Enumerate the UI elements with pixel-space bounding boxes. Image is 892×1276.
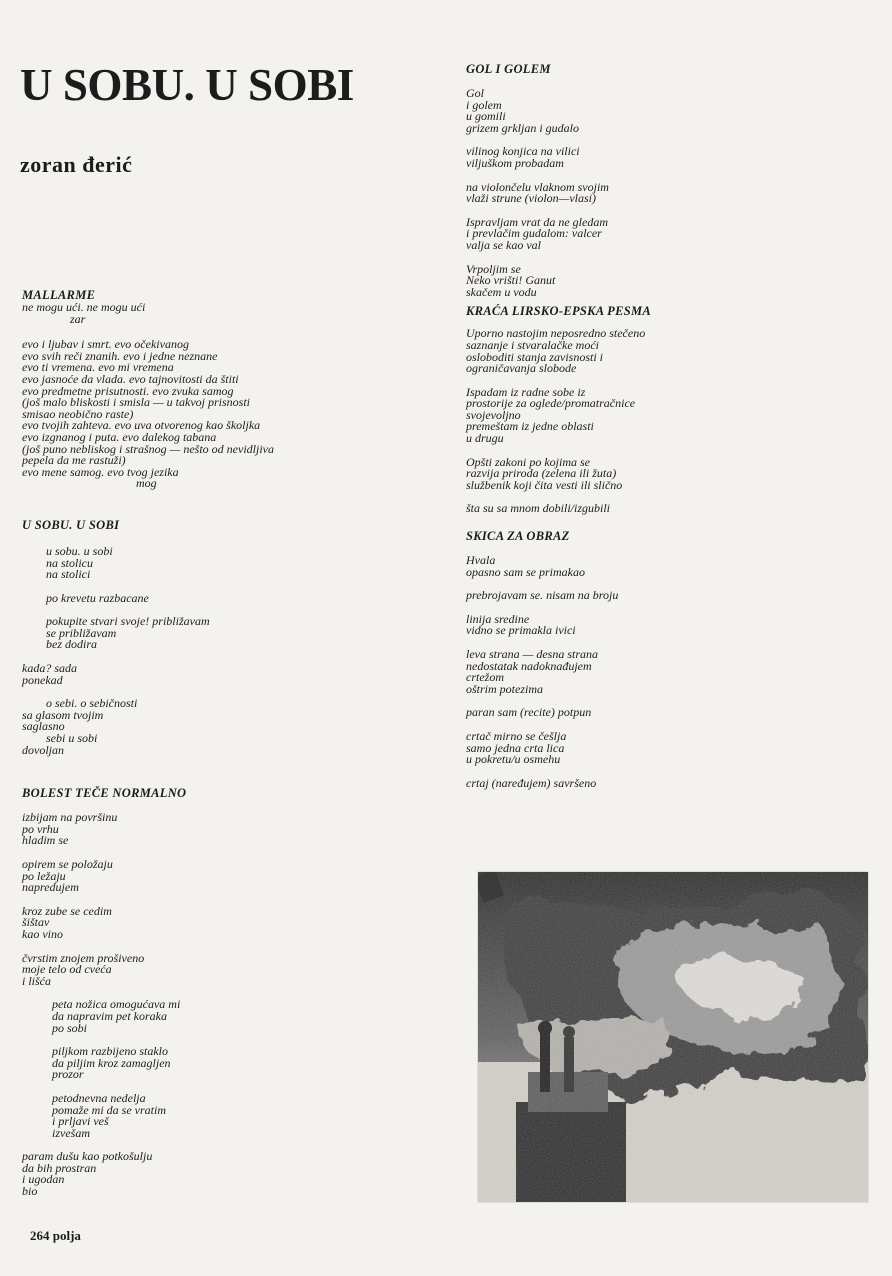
verse-line: evo jasnoće da vlada. evo tajnovitosti da štiti bbox=[22, 371, 239, 386]
verse-line: bez dodira bbox=[22, 637, 97, 652]
verse-line: osloboditi stanja zavisnosti i bbox=[466, 349, 604, 364]
stanza bbox=[466, 454, 846, 492]
stanza bbox=[22, 543, 442, 582]
verse-line: Opšti zakoni po kojima se bbox=[466, 454, 590, 469]
verse-line: vlaži strune (violon—vlasi) bbox=[466, 191, 596, 206]
poem bbox=[466, 304, 846, 515]
stanza bbox=[22, 590, 442, 605]
verse-line: u pokretu/u osmehu bbox=[466, 752, 561, 767]
verse-line: na violončelu vlaknom svojim bbox=[466, 179, 609, 194]
stanza bbox=[466, 261, 846, 299]
verse-line: prozor bbox=[22, 1067, 84, 1082]
verse-line: na stolicu bbox=[22, 555, 93, 570]
verse-line: samo jedna crta lica bbox=[466, 740, 565, 755]
verse-line: Gol bbox=[466, 86, 484, 100]
poem-title: KRAĆA LIRSKO-EPSKA PESMA bbox=[466, 304, 652, 319]
stanza bbox=[22, 1151, 442, 1197]
left-column bbox=[22, 272, 442, 1198]
verse-line: grizem grkljan i gudalo bbox=[466, 120, 579, 135]
stanza bbox=[22, 812, 442, 847]
verse-line: saglasno bbox=[22, 719, 65, 734]
verse-line: svojevoljno bbox=[466, 407, 521, 422]
verse-line: Neko vrišti! Ganut bbox=[466, 273, 556, 288]
verse-line: šta su sa mnom dobili/izgubili bbox=[466, 501, 611, 516]
verse-line: da napravim pet koraka bbox=[22, 1008, 167, 1023]
stanza bbox=[466, 649, 846, 695]
stanza bbox=[466, 503, 846, 515]
verse-line: vidno se primakla ivici bbox=[466, 623, 576, 638]
stanza bbox=[22, 1046, 442, 1081]
stanza bbox=[466, 728, 846, 767]
stanza bbox=[22, 950, 442, 988]
verse-line: na stolici bbox=[22, 567, 91, 582]
verse-line: mog bbox=[22, 476, 157, 491]
artwork-illustration bbox=[478, 872, 868, 1202]
stanza bbox=[22, 302, 442, 325]
verse-line: vilinog konjica na vilici bbox=[466, 144, 580, 159]
verse-line: pokupite stvari svoje! približavam bbox=[22, 614, 210, 629]
poem bbox=[22, 288, 442, 490]
verse-line: opirem se položaju bbox=[22, 857, 113, 871]
verse-line: Ispravljam vrat da ne gledam bbox=[466, 214, 608, 229]
verse-line: crtaj (naređujem) savršeno bbox=[466, 775, 597, 790]
verse-line: sa glasom tvojim bbox=[22, 707, 104, 722]
page-number-footer: 264 polja bbox=[30, 1228, 81, 1243]
poem bbox=[22, 786, 442, 1197]
verse-line: smisao neobično raste) bbox=[22, 406, 134, 421]
stanza bbox=[22, 859, 442, 894]
verse-line: ograničavanja slobode bbox=[466, 361, 577, 376]
verse-line: ponekad bbox=[22, 672, 63, 687]
verse-line: kada? sada bbox=[22, 661, 77, 676]
verse-line: o sebi. o sebičnosti bbox=[22, 696, 138, 711]
stanza bbox=[466, 328, 846, 374]
verse-line: crtežom bbox=[466, 670, 504, 685]
verse-line: službenik koji čita vesti ili slično bbox=[466, 477, 623, 492]
stanza bbox=[466, 88, 846, 134]
verse-line: saznanje i stvaralačke moći bbox=[466, 337, 599, 352]
stanza bbox=[22, 698, 442, 756]
stanza bbox=[466, 555, 846, 578]
verse-line: pepela da me rastuži) bbox=[22, 453, 126, 468]
verse-line: i golem bbox=[466, 97, 502, 112]
verse-line: pomaže mi da se vratim bbox=[22, 1102, 166, 1117]
stanza bbox=[466, 384, 846, 446]
verse-line: i lišća bbox=[22, 973, 51, 988]
verse-line: piljkom razbijeno staklo bbox=[22, 1044, 168, 1059]
verse-line: (još malo bliskosti i smisla — u takvoj prisnosti bbox=[22, 395, 251, 410]
verse-line: Hvala bbox=[466, 553, 496, 568]
verse-line: peta nožica omogućava mi bbox=[22, 997, 181, 1012]
verse-line: bio bbox=[22, 1184, 38, 1199]
verse-line: moje telo od cveća bbox=[22, 962, 112, 977]
verse-line: napredujem bbox=[22, 880, 79, 895]
poem bbox=[22, 518, 442, 756]
verse-line: evo ti vremena. evo mi vremena bbox=[22, 360, 174, 375]
verse-line: paran sam (recite) potpun bbox=[466, 705, 592, 720]
verse-line: evo predmetne prisutnosti. evo zvuka samog bbox=[22, 383, 234, 398]
verse-line: param dušu kao potkošulju bbox=[22, 1149, 153, 1164]
verse-line: da piljim kroz zamagljen bbox=[22, 1055, 171, 1070]
verse-line: opasno sam se primakao bbox=[466, 564, 585, 579]
verse-line: Ispadam iz radne sobe iz bbox=[466, 384, 586, 399]
stanza bbox=[22, 663, 442, 686]
surreal-painting-icon bbox=[478, 872, 868, 1202]
verse-line: premeštam iz jedne oblasti bbox=[466, 419, 594, 434]
stanza bbox=[22, 339, 442, 490]
author-name: zoran đerić bbox=[20, 152, 133, 177]
verse-line: crtač mirno se češlja bbox=[466, 728, 567, 743]
verse-line: dovoljan bbox=[22, 742, 64, 757]
right-column bbox=[466, 62, 846, 789]
verse-line: se približavam bbox=[22, 625, 117, 640]
stanza bbox=[22, 999, 442, 1034]
stanza bbox=[466, 146, 846, 169]
verse-line: šištav bbox=[22, 915, 50, 930]
poem-title: GOL I GOLEM bbox=[466, 62, 551, 76]
verse-line: i prljavi veš bbox=[22, 1114, 109, 1129]
verse-line: u sobu. u sobi bbox=[22, 543, 113, 558]
verse-line: i ugodan bbox=[22, 1172, 65, 1187]
verse-line: evo svih reči znanih. evo i jedne neznane bbox=[22, 348, 218, 363]
verse-line: ne mogu ući. ne mogu ući bbox=[22, 300, 146, 314]
verse-line: (još puno nebliskog i strašnog — nešto od nevidljiva bbox=[22, 441, 274, 456]
verse-line: da bih prostran bbox=[22, 1160, 97, 1175]
stanza bbox=[466, 214, 846, 252]
verse-line: hladim se bbox=[22, 833, 69, 848]
poem-title: SKICA ZA OBRAZ bbox=[466, 529, 570, 544]
verse-line: i prevlačim gudalom: valcer bbox=[466, 226, 602, 241]
poem-title: MALLARME bbox=[22, 288, 96, 302]
verse-line: evo i ljubav i smrt. evo očekivanog bbox=[22, 337, 189, 352]
verse-line: oštrim potezima bbox=[466, 681, 544, 696]
verse-line: po vrhu bbox=[22, 821, 59, 836]
stanza bbox=[22, 616, 442, 651]
verse-line: valja se kao val bbox=[466, 237, 541, 252]
page-title: U SOBU. U SOBI bbox=[20, 59, 354, 110]
verse-line: čvrstim znojem prošiveno bbox=[22, 950, 145, 965]
verse-line: evo mene samog. evo tvog jezika bbox=[22, 464, 179, 479]
verse-line: po ležaju bbox=[22, 868, 66, 883]
verse-line: u drugu bbox=[466, 431, 504, 446]
verse-line: izvešam bbox=[22, 1125, 90, 1140]
verse-line: po sobi bbox=[22, 1020, 88, 1035]
verse-line: evo izgnanog i puta. evo dalekog tabana bbox=[22, 429, 217, 444]
stanza bbox=[22, 1090, 442, 1140]
stanza bbox=[466, 707, 846, 719]
verse-line: razvija priroda (zelena ili žuta) bbox=[466, 466, 617, 481]
verse-line: izbijam na površinu bbox=[22, 810, 118, 825]
verse-line: zar bbox=[22, 311, 86, 326]
verse-line: linija sredine bbox=[466, 611, 530, 626]
verse-line: skačem u vodu bbox=[466, 284, 537, 299]
stanza bbox=[466, 590, 846, 602]
verse-line: sebi u sobi bbox=[22, 731, 98, 746]
verse-line: prebrojavam se. nisam na broju bbox=[466, 588, 619, 603]
poem-title: BOLEST TEČE NORMALNO bbox=[22, 786, 187, 801]
verse-line: Uporno nastojim neposredno stečeno bbox=[466, 326, 646, 341]
poem bbox=[466, 62, 846, 298]
verse-line: viljuškom probadam bbox=[466, 155, 564, 170]
verse-line: po krevetu razbacane bbox=[22, 590, 149, 605]
stanza bbox=[466, 179, 846, 206]
poem bbox=[466, 529, 846, 789]
stanza bbox=[22, 903, 442, 941]
verse-line: Vrpoljim se bbox=[466, 261, 521, 276]
stanza bbox=[466, 611, 846, 638]
verse-line: petodnevna nedelja bbox=[22, 1090, 146, 1105]
verse-line: prostorije za oglede/promatračnice bbox=[466, 396, 636, 411]
stanza bbox=[466, 775, 846, 790]
verse-line: kroz zube se cedim bbox=[22, 903, 112, 918]
verse-line: u gomili bbox=[466, 109, 506, 124]
verse-line: leva strana — desna strana bbox=[466, 647, 598, 661]
verse-line: kao vino bbox=[22, 926, 63, 941]
poem-title: U SOBU. U SOBI bbox=[22, 517, 120, 532]
verse-line: evo tvojih zahteva. evo uva otvorenog kao školjka bbox=[22, 418, 261, 433]
verse-line: nedostatak nadoknađujem bbox=[466, 658, 592, 673]
